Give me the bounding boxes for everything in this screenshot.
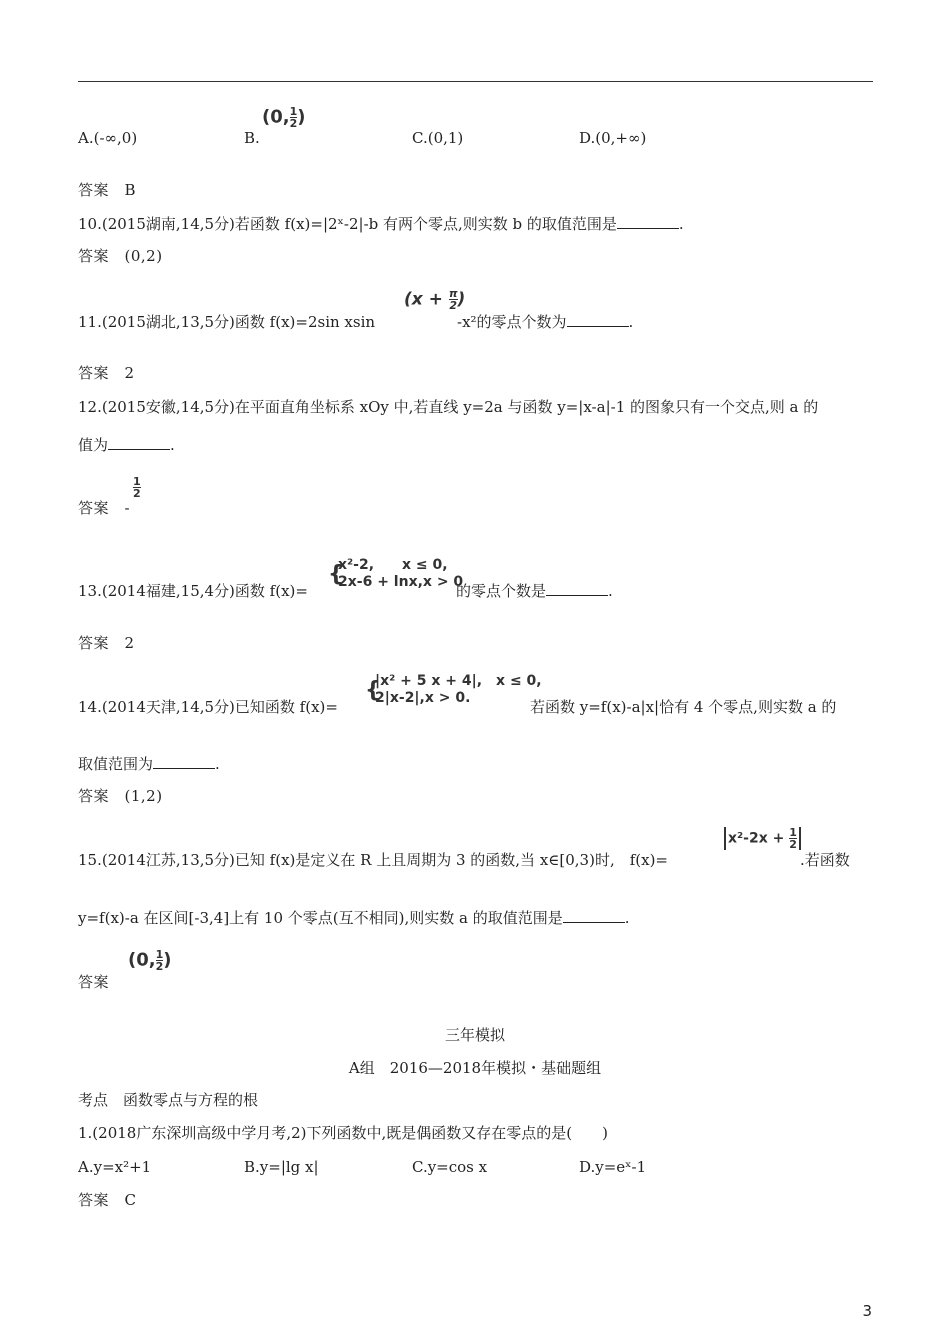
m1-option-d: D.y=eˣ-1: [579, 1158, 647, 1176]
q14-question-start: 14.(2014天津,14,5分)已知函数 f(x)=: [78, 698, 338, 716]
q10-question: 10.(2015湖南,14,5分)若函数 f(x)=|2ˣ-2|-b 有两个零点,则实数 b 的取值范围是 .: [78, 215, 684, 233]
q11-answer: 答案 2: [78, 364, 135, 382]
m1-option-c: C.y=cos x: [412, 1158, 488, 1176]
q15-question-cont: y=f(x)-a 在区间[-3,4]上有 10 个零点(互不相同),则实数 a 的取值范围是 .: [78, 909, 630, 927]
q15-math: x²-2x + $\frac{1}{2}$: [724, 827, 801, 850]
m1-question: 1.(2018广东深圳高级中学月考,2)下列函数中,既是偶函数又存在零点的是( ): [78, 1124, 608, 1142]
q12-question-cont: 值为 .: [78, 436, 175, 454]
q9-answer: 答案 B: [78, 181, 137, 199]
q14-case2: 2|x-2|,x > 0.: [375, 690, 471, 706]
q15-answer: 答案: [78, 973, 110, 991]
q11-math: (x + $\frac{\pi}{2}$ ): [404, 287, 466, 312]
q14-question-cont: 取值范围为 .: [78, 755, 220, 773]
q9-option-c: C.(0,1): [412, 129, 464, 147]
q12-answer: 答案 -: [78, 499, 131, 517]
q12-question: 12.(2015安徽,14,5分)在平面直角坐标系 xOy 中,若直线 y=2a 与函数 y=|x-a|-1 的图象只有一个交点,则 a 的: [78, 398, 819, 416]
q14-case1: |x² + 5 x + 4|, x ≤ 0,: [375, 673, 542, 689]
q9-option-a: A.(-∞,0): [78, 129, 138, 147]
q14-answer: 答案 (1,2): [78, 787, 163, 805]
q12-answer-math: $\frac{1}{2}$: [133, 475, 141, 500]
q9-option-d: D.(0,+∞): [579, 129, 647, 147]
q13-case2: 2x-6 + lnx,x > 0: [338, 574, 464, 590]
q13-brace: {: [328, 562, 344, 587]
q15-question-start: 15.(2014江苏,13,5分)已知 f(x)是定义在 R 上且周期为 3 的函数,当 x∈[0,3)时, f(x)=: [78, 851, 669, 869]
q11-question-start: 11.(2015湖北,13,5分)函数 f(x)=2sin xsin: [78, 313, 376, 331]
kaodian-heading: 考点 函数零点与方程的根: [78, 1091, 259, 1109]
q13-question-end: 的零点个数是 .: [456, 582, 613, 600]
q14-question-end: 若函数 y=f(x)-a|x|恰有 4 个零点,则实数 a 的: [530, 698, 837, 716]
q11-question-end: -x²的零点个数为 .: [457, 313, 634, 331]
q13-answer: 答案 2: [78, 634, 135, 652]
m1-option-b: B.y=|lg x|: [244, 1158, 319, 1176]
q15-question-end: .若函数: [800, 851, 850, 869]
m1-answer: 答案 C: [78, 1191, 137, 1209]
header-rule: [78, 81, 873, 82]
q10-answer: 答案 (0,2): [78, 247, 163, 265]
q9-option-b: B.: [244, 129, 260, 147]
section-title: 三年模拟: [444, 1026, 505, 1044]
page-number: 3: [862, 1302, 872, 1320]
q13-question-start: 13.(2014福建,15,4分)函数 f(x)=: [78, 582, 308, 600]
m1-option-a: A.y=x²+1: [78, 1158, 152, 1176]
q14-brace: {: [365, 678, 381, 703]
section-subtitle: A组 2016—2018年模拟・基础题组: [348, 1059, 602, 1077]
q13-case1: x²-2, x ≤ 0,: [338, 557, 448, 573]
q9-option-b-math: (0, $\frac{1}{2}$ ): [262, 105, 306, 130]
q15-answer-math: (0, $\frac{1}{2}$ ): [128, 948, 172, 973]
